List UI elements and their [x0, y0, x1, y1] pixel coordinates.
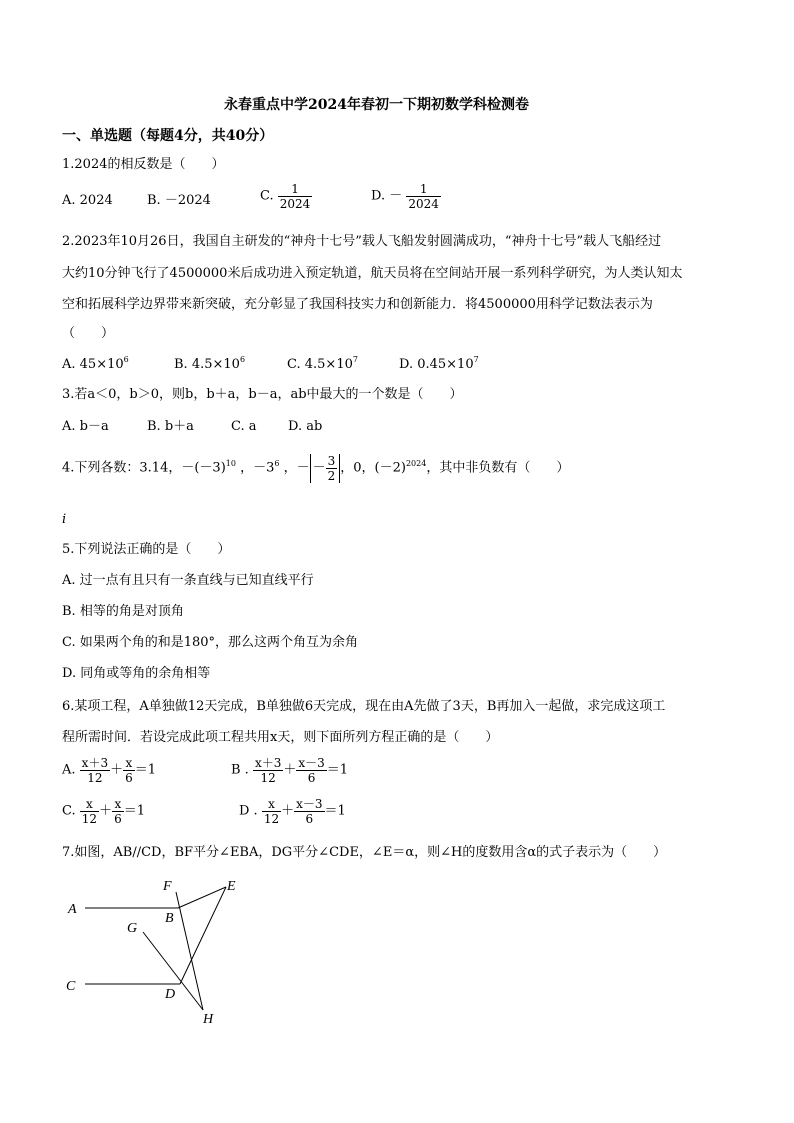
q1-option-d-prefix: D. － — [371, 188, 403, 204]
q4-fraction-numerator: 3 — [327, 454, 336, 468]
q6-option-d-plus: ＋ — [281, 803, 295, 819]
q1-option-b: B. －2024 — [147, 193, 211, 208]
q6-option-a-den-1: 12 — [80, 770, 110, 785]
q5-stem: 5.下列说法正确的是（ ） — [62, 542, 231, 557]
q1-option-d-denominator: 2024 — [408, 197, 439, 211]
q1-option-d-numerator: 1 — [419, 182, 428, 196]
q2-option-b-exponent: 6 — [239, 355, 246, 364]
q6-option-a-plus: ＋ — [110, 762, 124, 778]
q6-option-c-rhs: ＝1 — [123, 803, 145, 819]
q6-option-d-num-1: x — [268, 797, 275, 811]
q6-option-a-num-2: x — [125, 756, 133, 770]
q2-option-d-exponent: 7 — [473, 355, 479, 364]
line-be — [178, 887, 226, 908]
point-label-b: B — [165, 911, 174, 926]
q4-text-3: ，－ — [283, 460, 310, 476]
q6-option-b-den-1: 12 — [253, 770, 283, 785]
q6-option-c-plus: ＋ — [99, 803, 113, 819]
q6-line-1: 6.某项工程，A单独做12天完成，B单独做6天完成，现在由A先做了3天，B再加入一起做，求完成这项工 — [62, 699, 666, 714]
q6-option-b-num-2: x－3 — [298, 756, 325, 770]
point-label-a: A — [68, 902, 77, 917]
q6-option-d-den-1: 12 — [263, 812, 280, 826]
q6-option-b-num-1: x＋3 — [254, 756, 282, 770]
q2-option-c-base: C. 4.5×10 — [287, 357, 353, 372]
q7-stem: 7.如图，AB//CD，BF平分∠EBA，DG平分∠CDE，∠E＝α，则∠H的度数用含α的式子表示为（ ） — [62, 845, 667, 860]
q4-exponent-1: 10 — [225, 459, 236, 468]
q6-option-a-rhs: ＝1 — [134, 762, 157, 778]
line-de — [180, 887, 226, 984]
q2-option-a-base: A. 45×10 — [62, 357, 124, 372]
q4-abs-inner: － — [312, 460, 326, 476]
q6-option-c-den-2: 6 — [114, 812, 122, 826]
q6-option-a-num-1: x＋3 — [81, 756, 109, 770]
q2-option-c-exponent: 7 — [352, 355, 358, 364]
q2-option-a-exponent: 6 — [123, 355, 129, 364]
q4-text-2: ，－3 — [240, 460, 275, 476]
q2-option-d-base: D. 0.45×10 — [399, 357, 474, 372]
q2-line-2: 大约10分钟飞行了4500000米后成功进入预定轨道，航天员将在空间站开展一系列科学研究，为人类认知太 — [62, 266, 683, 281]
q6-option-d-rhs: ＝1 — [324, 803, 346, 819]
q4-fraction-denominator: 2 — [327, 469, 336, 483]
q1-option-c-denominator: 2024 — [279, 197, 311, 211]
point-label-d: D — [165, 987, 176, 1002]
q2-line-4: （ ） — [62, 326, 115, 341]
q3-option-a: A. b－a — [62, 419, 109, 434]
q6-option-b-plus: ＋ — [283, 762, 297, 778]
q5-option-b: B. 相等的角是对顶角 — [62, 604, 184, 619]
q4-text-5: ，其中非负数有（ ） — [426, 460, 570, 476]
q1-stem: 1.2024的相反数是（ ） — [62, 157, 225, 172]
q5-option-a: A. 过一点有且只有一条直线与已知直线平行 — [62, 573, 314, 588]
page-title: 永春重点中学2024年春初一下期初数学科检测卷 — [224, 97, 529, 113]
q4-trailing-mark: i — [62, 512, 67, 527]
section-heading: 一、单选题（每题4分，共40分） — [62, 128, 274, 144]
point-label-f: F — [163, 879, 172, 894]
q1-option-c-prefix: C. — [260, 188, 274, 204]
point-label-e: E — [227, 879, 236, 894]
q6-option-b-rhs: ＝1 — [326, 762, 349, 778]
q6-option-b-den-2: 6 — [296, 770, 326, 785]
q5-option-c: C. 如果两个角的和是180°，那么这两个角互为余角 — [62, 635, 359, 650]
q3-option-c: C. a — [231, 419, 257, 434]
q6-option-c-num-2: x — [114, 797, 122, 811]
q3-option-b: B. b＋a — [147, 419, 194, 434]
q6-option-b-label: B . — [231, 762, 249, 778]
point-label-h: H — [203, 1012, 214, 1027]
q4-text-1: 4.下列各数：3.14，－(－3) — [62, 460, 226, 476]
point-label-c: C — [66, 979, 76, 994]
q2-option-b-base: B. 4.5×10 — [174, 357, 240, 372]
q4-exponent-4: 2024 — [405, 459, 427, 468]
q2-line-1: 2.2023年10月26日，我国自主研发的“神舟十七号”载人飞船发射圆满成功，“神舟十七号”载人飞船经过 — [62, 234, 662, 249]
q1-option-a: A. 2024 — [62, 193, 113, 208]
q6-option-d-num-2: x－3 — [296, 797, 323, 811]
q3-stem: 3.若a＜0，b＞0，则b，b＋a，b－a，ab中最大的一个数是（ ） — [62, 387, 463, 402]
q6-option-c-num-1: x — [86, 797, 93, 811]
q1-option-c-numerator: 1 — [291, 182, 299, 196]
q6-line-2: 程所需时间．若设完成此项工程共用x天，则下面所列方程正确的是（ ） — [62, 730, 499, 745]
q6-option-c-den-1: 12 — [81, 812, 98, 826]
q6-option-a-label: A. — [62, 762, 76, 778]
point-label-g: G — [127, 921, 138, 936]
q3-option-d: D. ab — [288, 419, 323, 434]
q4-text-4: ，0，(－2) — [340, 460, 406, 476]
q5-option-d: D. 同角或等角的余角相等 — [62, 666, 211, 681]
q6-option-a-den-2: 6 — [125, 771, 133, 785]
q6-option-c-label: C. — [62, 803, 76, 819]
q4-exponent-2: 6 — [274, 459, 280, 468]
q2-line-3: 空和拓展科学边界带来新突破，充分彰显了我国科技实力和创新能力．将4500000用科学记数法表示为 — [62, 297, 653, 312]
q6-option-d-label: D . — [239, 803, 258, 819]
q6-option-d-den-2: 6 — [294, 811, 324, 826]
